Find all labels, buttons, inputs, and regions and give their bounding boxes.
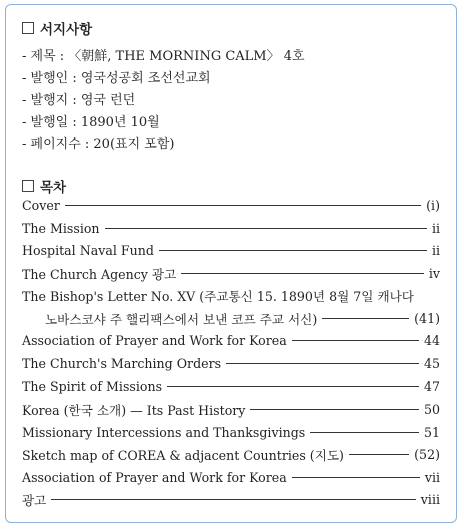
toc-entry-title: The Spirit of Missions xyxy=(22,378,163,394)
checkbox-square-icon xyxy=(22,22,34,34)
bib-line-publisher: - 발행인 : 영국성공회 조선선교회 xyxy=(22,71,211,86)
toc-entry-title: 광고 xyxy=(22,492,47,508)
toc-entry-page: (i) xyxy=(426,197,440,213)
bib-line-date: - 발행일 : 1890년 10월 xyxy=(22,115,160,130)
toc-entry-title: The Mission xyxy=(22,220,100,236)
toc-entry-title: The Bishop's Letter No. XV (주교통신 15. 1890년 8월 7일 캐나다 xyxy=(22,288,414,304)
toc-leader-line xyxy=(250,409,419,410)
toc-entry xyxy=(22,286,414,304)
toc-leader-line xyxy=(105,228,427,229)
toc-entry xyxy=(45,309,440,327)
toc-entry xyxy=(22,219,440,237)
toc-entry-title: Missionary Intercessions and Thanksgivings xyxy=(22,424,306,440)
bib-line-pages: - 페이지수 : 20(표지 포함) xyxy=(22,137,175,152)
toc-heading xyxy=(22,176,66,196)
toc-entry xyxy=(22,331,440,349)
toc-entry-page: 45 xyxy=(423,355,440,371)
checkbox-square-icon xyxy=(22,180,34,192)
toc-leader-line xyxy=(292,340,419,341)
bib-heading xyxy=(22,18,92,38)
toc-entry-page: vii xyxy=(424,469,440,485)
toc-entry-page: ii xyxy=(431,242,440,258)
bib-line-place: - 발행지 : 영국 런던 xyxy=(22,93,136,108)
toc-entry xyxy=(22,400,440,418)
toc-leader-line xyxy=(310,432,419,433)
toc-leader-line xyxy=(226,363,419,364)
bib-heading-text: 서지사항 xyxy=(40,22,93,38)
toc-entry-page: 51 xyxy=(423,424,440,440)
toc-entry-title: The Church Agency 광고 xyxy=(22,266,177,282)
toc-entry-page: iv xyxy=(428,265,440,281)
toc-entry xyxy=(22,354,440,372)
toc-entry-page: (41) xyxy=(414,310,440,326)
toc-leader-line xyxy=(349,454,409,455)
toc-leader-line xyxy=(181,273,424,274)
toc-entry-page: 47 xyxy=(423,378,440,394)
toc-leader-line xyxy=(167,386,419,387)
toc-entry-title: The Church's Marching Orders xyxy=(22,355,222,371)
toc-entry xyxy=(22,241,440,259)
toc-leader-line xyxy=(51,499,415,500)
toc-entry-title: Association of Prayer and Work for Korea xyxy=(22,332,287,348)
toc-entry-title: Korea (한국 소개) — Its Past History xyxy=(22,402,246,418)
toc-entry xyxy=(22,377,440,395)
toc-entry-title: Sketch map of COREA & adjacent Countries (지도) xyxy=(22,447,344,463)
toc-entry-title: 노바스코샤 주 핼리팩스에서 보낸 코프 주교 서신) xyxy=(45,311,318,327)
toc-entry xyxy=(22,264,440,282)
toc-leader-line xyxy=(322,318,409,319)
toc-entry-title: Hospital Naval Fund xyxy=(22,242,154,258)
toc-entry xyxy=(22,490,440,508)
toc-heading-text: 목차 xyxy=(40,180,67,196)
toc-entry-page: viii xyxy=(420,491,440,507)
toc-entry-title: Association of Prayer and Work for Korea xyxy=(22,469,287,485)
toc-entry xyxy=(22,196,440,214)
toc-entry-title: Cover xyxy=(22,197,60,213)
toc-leader-line xyxy=(65,205,421,206)
toc-entry-page: 50 xyxy=(423,401,440,417)
toc-entry xyxy=(22,445,440,463)
toc-entry xyxy=(22,423,440,441)
toc-leader-line xyxy=(159,250,427,251)
toc-entry xyxy=(22,468,440,486)
toc-entry-page: (52) xyxy=(414,446,440,462)
bib-line-title: - 제목 : 〈朝鮮, THE MORNING CALM〉 4호 xyxy=(22,49,305,64)
toc-entry-page: ii xyxy=(431,220,440,236)
toc-entry-page: 44 xyxy=(423,332,440,348)
toc-leader-line xyxy=(292,477,420,478)
